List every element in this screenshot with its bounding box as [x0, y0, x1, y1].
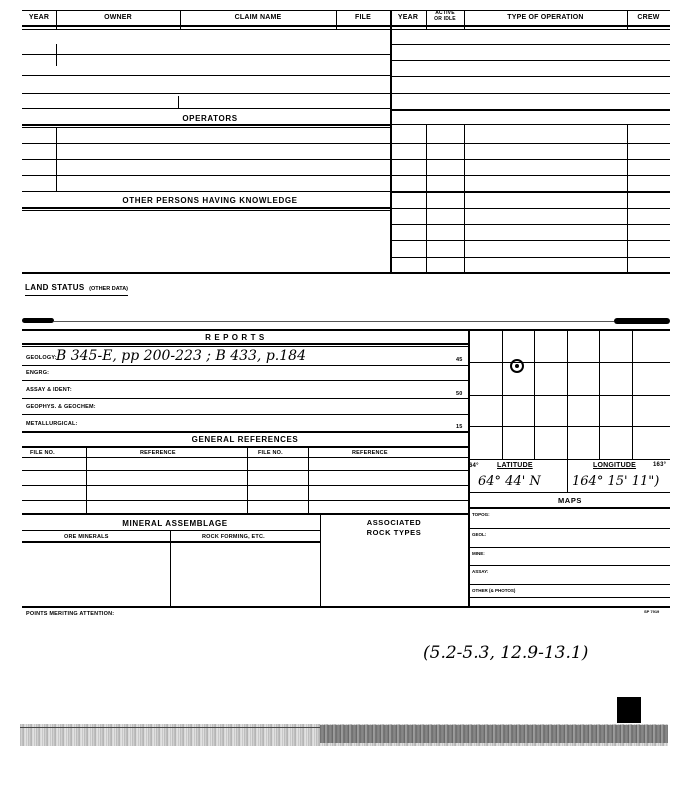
header-type-of-operation: TYPE OF OPERATION [507, 14, 584, 21]
ref-header-reference-1: REFERENCE [140, 450, 176, 456]
maps-geol: GEOL: [472, 532, 487, 537]
longitude-label: LONGITUDE [593, 462, 637, 469]
report-label-geophys: GEOPHYS. & GEOCHEM: [26, 404, 96, 410]
report-value-geology: B 345-E, pp 200-223 ; B 433, p.184 [56, 348, 306, 364]
report-code-geology: 45 [456, 357, 463, 363]
ink-blot-right [614, 318, 670, 324]
longitude-suffix: 163° [653, 462, 667, 468]
report-label-engrg: ENGRG: [26, 370, 50, 376]
ink-blot-left [22, 318, 54, 323]
land-status-sub: (OTHER DATA) [89, 286, 129, 292]
operators-title: OPERATORS [182, 114, 238, 123]
ref-header-reference-2: REFERENCE [352, 450, 388, 456]
form-code: SP 7919 [644, 609, 660, 614]
header-active-or-idle: ACTIVE OR IDLE [434, 10, 456, 22]
scan-noise-dark [320, 725, 668, 743]
latitude-prefix: 64° [469, 463, 479, 469]
land-status-label: LAND STATUS [25, 283, 85, 292]
points-meriting-attention: POINTS MERITING ATTENTION: [26, 611, 115, 617]
land-status [25, 277, 128, 296]
report-label-assay: ASSAY & IDENT: [26, 387, 72, 393]
general-references-title: GENERAL REFERENCES [191, 435, 299, 444]
maps-topog: TOPOG: [472, 512, 490, 517]
maps-mine: MINE: [472, 551, 485, 556]
latitude-label: LATITUDE [497, 462, 533, 469]
maps-title: MAPS [557, 496, 583, 505]
scan-black-square [617, 697, 641, 723]
ref-header-file-no-1: FILE NO. [30, 450, 55, 456]
other-persons-title: OTHER PERSONS HAVING KNOWLEDGE [122, 196, 298, 205]
ref-header-file-no-2: FILE NO. [258, 450, 283, 456]
header-year: YEAR [28, 14, 50, 21]
ore-minerals-header: ORE MINERALS [64, 534, 109, 540]
header-crew: CREW [637, 14, 660, 21]
report-code-assay: 50 [456, 391, 463, 397]
rock-forming-header: ROCK FORMING, ETC. [202, 534, 265, 540]
prospect-symbol-dot-icon [515, 364, 519, 368]
latitude-value: 64° 44' N [478, 474, 541, 489]
mineral-assemblage-title: MINERAL ASSEMBLAGE [122, 519, 228, 528]
header-claim-name: CLAIM NAME [234, 14, 282, 21]
handwritten-note: (5.2-5.3, 12.9-13.1) [423, 643, 589, 663]
header-file: FILE [355, 14, 371, 21]
report-label-metallurgical: METALLURGICAL: [26, 421, 78, 427]
header-owner: OWNER [104, 14, 132, 21]
longitude-value: 164° 15' 11") [572, 474, 660, 489]
header-year-2: YEAR [397, 14, 419, 21]
reports-title: R E P O R T S [205, 333, 265, 342]
report-label-geology: GEOLOGY: [26, 355, 57, 361]
maps-other: OTHER (& PHOTOS) [472, 588, 516, 593]
report-code-metallurgical: 15 [456, 424, 463, 430]
associated-rock-types: ASSOCIATED ROCK TYPES [366, 518, 422, 537]
maps-assay: ASSAY: [472, 569, 489, 574]
